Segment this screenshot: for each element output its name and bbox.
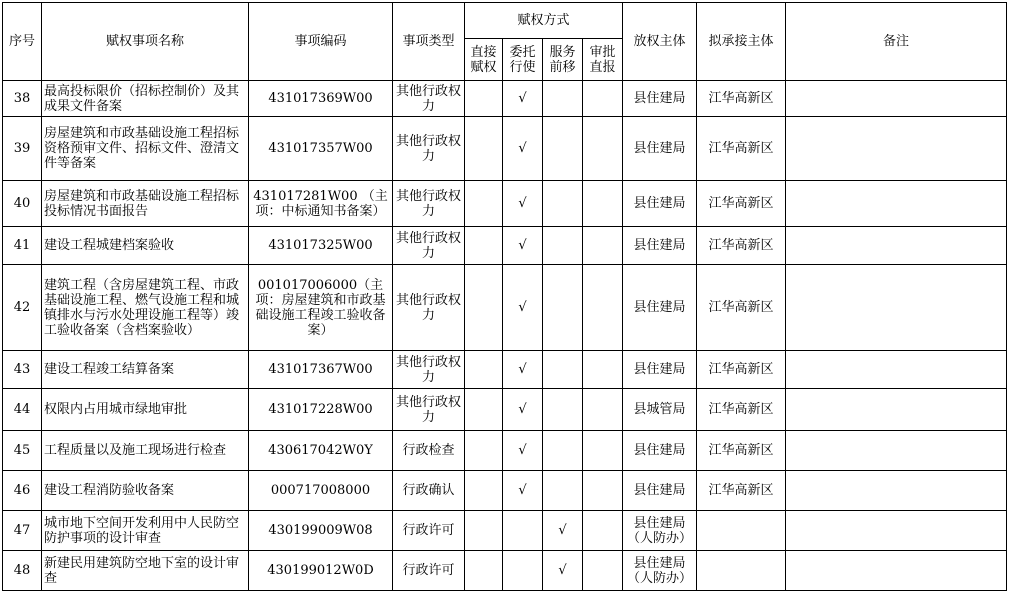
receiver-cell	[697, 551, 786, 591]
seq-cell: 38	[3, 81, 42, 117]
item-code-cell: 000717008000	[249, 471, 393, 511]
grantor-cell: 县住建局	[623, 471, 697, 511]
item-type-cell: 其他行政权力	[393, 181, 465, 227]
mode-entrust-cell: √	[503, 227, 543, 265]
item-code-cell: 431017281W00 （主项：中标通知书备案）	[249, 181, 393, 227]
mode-direct-cell	[465, 511, 503, 551]
mode-direct-cell	[465, 431, 503, 471]
receiver-cell: 江华高新区	[697, 389, 786, 431]
header-mode-entrust: 委托行使	[503, 39, 543, 81]
mode-service-cell	[543, 351, 583, 389]
mode-approve-cell	[583, 181, 623, 227]
receiver-cell: 江华高新区	[697, 471, 786, 511]
remark-cell	[786, 117, 1007, 181]
header-mode-direct: 直接赋权	[465, 39, 503, 81]
item-name-cell: 建设工程竣工结算备案	[42, 351, 249, 389]
seq-cell: 41	[3, 227, 42, 265]
mode-direct-cell	[465, 227, 503, 265]
mode-direct-cell	[465, 551, 503, 591]
mode-approve-cell	[583, 117, 623, 181]
remark-cell	[786, 265, 1007, 351]
header-code: 事项编码	[249, 3, 393, 81]
header-mode-group: 赋权方式	[465, 3, 623, 39]
mode-direct-cell	[465, 181, 503, 227]
item-type-cell: 其他行政权力	[393, 227, 465, 265]
item-name-cell: 房屋建筑和市政基础设施工程招标资格预审文件、招标文件、澄清文件等备案	[42, 117, 249, 181]
item-type-cell: 行政许可	[393, 551, 465, 591]
header-grantor: 放权主体	[623, 3, 697, 81]
mode-direct-cell	[465, 81, 503, 117]
grantor-cell: 县住建局（人防办）	[623, 551, 697, 591]
item-code-cell: 430617042W0Y	[249, 431, 393, 471]
grantor-cell: 县住建局	[623, 431, 697, 471]
item-code-cell: 431017325W00	[249, 227, 393, 265]
item-type-cell: 其他行政权力	[393, 389, 465, 431]
item-name-cell: 最高投标限价（招标控制价）及其成果文件备案	[42, 81, 249, 117]
receiver-cell	[697, 511, 786, 551]
mode-approve-cell	[583, 551, 623, 591]
seq-cell: 46	[3, 471, 42, 511]
table-row	[3, 551, 1007, 591]
mode-entrust-cell: √	[503, 389, 543, 431]
header-mode-service: 服务前移	[543, 39, 583, 81]
item-code-cell: 431017228W00	[249, 389, 393, 431]
item-name-cell: 工程质量以及施工现场进行检查	[42, 431, 249, 471]
item-type-cell: 其他行政权力	[393, 117, 465, 181]
table-row	[3, 471, 1007, 511]
table-row	[3, 117, 1007, 181]
mode-approve-cell	[583, 389, 623, 431]
mode-service-cell: √	[543, 551, 583, 591]
mode-approve-cell	[583, 471, 623, 511]
seq-cell: 39	[3, 117, 42, 181]
mode-entrust-cell: √	[503, 351, 543, 389]
receiver-cell: 江华高新区	[697, 227, 786, 265]
table-row	[3, 351, 1007, 389]
item-code-cell: 431017367W00	[249, 351, 393, 389]
seq-cell: 48	[3, 551, 42, 591]
empowerment-table	[2, 2, 1007, 591]
mode-direct-cell	[465, 117, 503, 181]
mode-service-cell	[543, 389, 583, 431]
mode-entrust-cell: √	[503, 117, 543, 181]
mode-service-cell	[543, 81, 583, 117]
header-row-1	[3, 3, 1007, 39]
grantor-cell: 县住建局	[623, 351, 697, 389]
table-body	[3, 81, 1007, 591]
remark-cell	[786, 181, 1007, 227]
header-receiver: 拟承接主体	[697, 3, 786, 81]
seq-cell: 40	[3, 181, 42, 227]
mode-service-cell: √	[543, 511, 583, 551]
item-type-cell: 其他行政权力	[393, 81, 465, 117]
remark-cell	[786, 81, 1007, 117]
grantor-cell: 县住建局	[623, 227, 697, 265]
mode-service-cell	[543, 265, 583, 351]
item-type-cell: 其他行政权力	[393, 265, 465, 351]
item-code-cell: 431017369W00	[249, 81, 393, 117]
item-code-cell: 431017357W00	[249, 117, 393, 181]
table-row	[3, 81, 1007, 117]
receiver-cell: 江华高新区	[697, 81, 786, 117]
mode-direct-cell	[465, 265, 503, 351]
header-name: 赋权事项名称	[42, 3, 249, 81]
grantor-cell: 县城管局	[623, 389, 697, 431]
seq-cell: 42	[3, 265, 42, 351]
receiver-cell: 江华高新区	[697, 431, 786, 471]
seq-cell: 43	[3, 351, 42, 389]
item-name-cell: 建设工程消防验收备案	[42, 471, 249, 511]
table-row	[3, 265, 1007, 351]
mode-entrust-cell	[503, 511, 543, 551]
receiver-cell: 江华高新区	[697, 351, 786, 389]
receiver-cell: 江华高新区	[697, 117, 786, 181]
remark-cell	[786, 511, 1007, 551]
remark-cell	[786, 431, 1007, 471]
mode-approve-cell	[583, 265, 623, 351]
grantor-cell: 县住建局	[623, 181, 697, 227]
grantor-cell: 县住建局	[623, 117, 697, 181]
mode-entrust-cell: √	[503, 431, 543, 471]
item-type-cell: 行政确认	[393, 471, 465, 511]
item-name-cell: 建筑工程（含房屋建筑工程、市政基础设施工程、燃气设施工程和城镇排水与污水处理设施工程等）竣工验收备案（含档案验收）	[42, 265, 249, 351]
item-name-cell: 建设工程城建档案验收	[42, 227, 249, 265]
mode-approve-cell	[583, 431, 623, 471]
mode-service-cell	[543, 431, 583, 471]
seq-cell: 47	[3, 511, 42, 551]
mode-entrust-cell: √	[503, 265, 543, 351]
item-code-cell: 001017006000（主项：房屋建筑和市政基础设施工程竣工验收备案）	[249, 265, 393, 351]
item-name-cell: 房屋建筑和市政基础设施工程招标投标情况书面报告	[42, 181, 249, 227]
mode-entrust-cell	[503, 551, 543, 591]
mode-direct-cell	[465, 471, 503, 511]
item-type-cell: 行政检查	[393, 431, 465, 471]
mode-service-cell	[543, 227, 583, 265]
grantor-cell: 县住建局	[623, 81, 697, 117]
header-seq: 序号	[3, 3, 42, 81]
remark-cell	[786, 227, 1007, 265]
mode-approve-cell	[583, 81, 623, 117]
receiver-cell: 江华高新区	[697, 181, 786, 227]
mode-service-cell	[543, 181, 583, 227]
mode-direct-cell	[465, 389, 503, 431]
grantor-cell: 县住建局（人防办）	[623, 511, 697, 551]
item-name-cell: 城市地下空间开发利用中人民防空防护事项的设计审查	[42, 511, 249, 551]
item-type-cell: 其他行政权力	[393, 351, 465, 389]
receiver-cell: 江华高新区	[697, 265, 786, 351]
mode-approve-cell	[583, 511, 623, 551]
table-row	[3, 227, 1007, 265]
seq-cell: 44	[3, 389, 42, 431]
mode-service-cell	[543, 117, 583, 181]
item-code-cell: 430199009W08	[249, 511, 393, 551]
item-name-cell: 权限内占用城市绿地审批	[42, 389, 249, 431]
table-row	[3, 389, 1007, 431]
mode-service-cell	[543, 471, 583, 511]
header-mode-approve: 审批直报	[583, 39, 623, 81]
grantor-cell: 县住建局	[623, 265, 697, 351]
mode-entrust-cell: √	[503, 471, 543, 511]
table-row	[3, 511, 1007, 551]
item-type-cell: 行政许可	[393, 511, 465, 551]
remark-cell	[786, 551, 1007, 591]
remark-cell	[786, 471, 1007, 511]
item-name-cell: 新建民用建筑防空地下室的设计审查	[42, 551, 249, 591]
seq-cell: 45	[3, 431, 42, 471]
header-remark: 备注	[786, 3, 1007, 81]
remark-cell	[786, 389, 1007, 431]
header-type: 事项类型	[393, 3, 465, 81]
mode-entrust-cell: √	[503, 81, 543, 117]
mode-direct-cell	[465, 351, 503, 389]
remark-cell	[786, 351, 1007, 389]
item-code-cell: 430199012W0D	[249, 551, 393, 591]
mode-approve-cell	[583, 351, 623, 389]
table-row	[3, 181, 1007, 227]
mode-approve-cell	[583, 227, 623, 265]
mode-entrust-cell: √	[503, 181, 543, 227]
table-row	[3, 431, 1007, 471]
